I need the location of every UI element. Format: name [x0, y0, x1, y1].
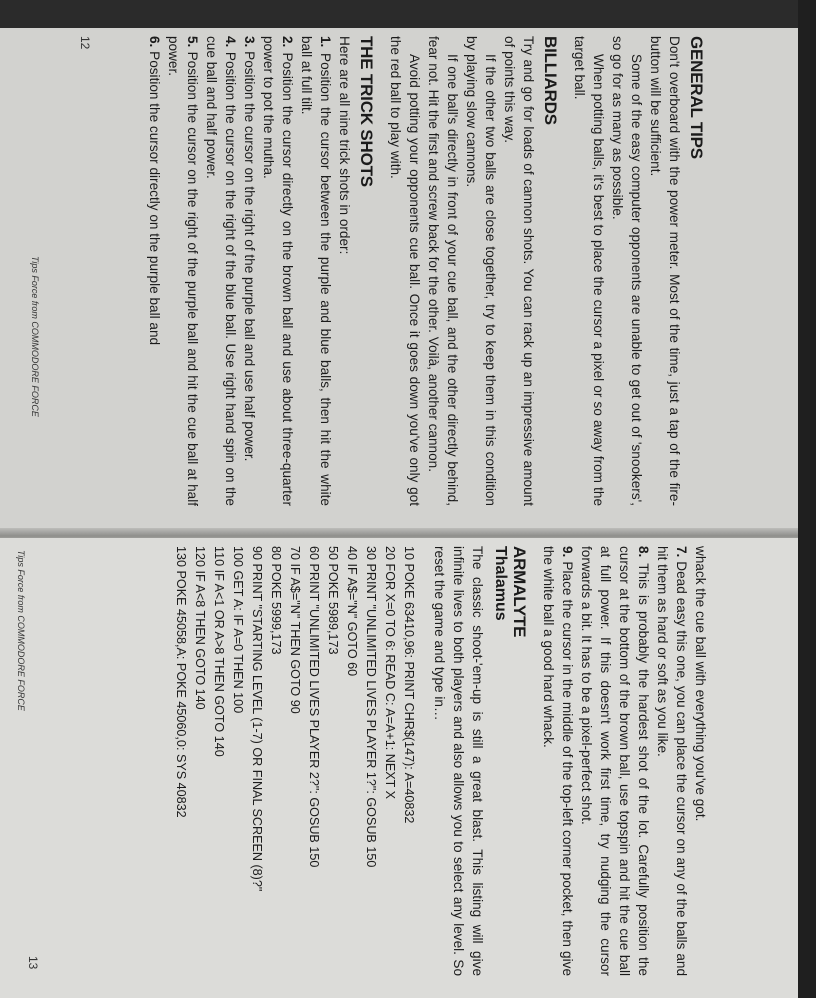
- trick-shot-item-2: [259, 36, 297, 506]
- trick-shot-text: Position the cursor directly on the purple ball and: [147, 51, 162, 346]
- trick-shot-text: Dead easy this one, you can place the cursor on any of the balls and hit them as hard or soft as you like.: [655, 546, 689, 977]
- code-line: 20 FOR X=0 TO 6: READ C: A=A+1: NEXT X: [383, 546, 397, 800]
- trick-shot-number: 3.: [242, 36, 257, 48]
- code-line: 120 IF A<8 THEN GOTO 140: [193, 546, 207, 710]
- page-12-content: [16, 36, 716, 528]
- trick-shot-number: 4.: [223, 36, 238, 48]
- billiards-para-2: If the other two balls are close together, try to keep them in this condition by playing slow cannons.: [464, 36, 498, 506]
- trick-shot-text: Position the cursor directly on the brown ball and use about three-quarter power to pot the mutha.: [261, 36, 295, 507]
- code-line: 90 PRINT "STARTING LEVEL (1-7) OR FINAL SCREEN (8)?": [250, 546, 264, 892]
- page-12-column: [145, 36, 716, 506]
- code-line: 110 IF A<1 OR A>8 THEN GOTO 140: [212, 546, 226, 757]
- trick-shot-item-4: [202, 36, 240, 506]
- scan-backdrop-right: [798, 0, 816, 998]
- page-12: [0, 28, 798, 536]
- page-13-column: [171, 546, 716, 976]
- trick-shot-item-6: [145, 36, 164, 506]
- code-line: 70 IF A$="N" THEN GOTO 90: [288, 546, 302, 714]
- page-13-footer: Tips Force from COMMODORE FORCE: [16, 550, 26, 711]
- trick-shot-text: Place the cursor in the middle of the top-left corner pocket, then give the white ball a good hard whack.: [541, 546, 575, 976]
- code-line: 100 GET A: IF A=0 THEN 100: [231, 546, 245, 714]
- billiards-heading: BILLIARDS: [541, 36, 560, 125]
- trick-shot-text: Position the cursor on the right of the purple ball and use half power.: [242, 51, 257, 462]
- page-13: [0, 538, 798, 998]
- billiards-para-4: Avoid potting your opponents cue ball. Once it goes down you've only got the red ball to play with.: [388, 36, 422, 506]
- billiards-para-1: Try and go for loads of cannon shots. You can rack up an impressive amount of points this way.: [502, 36, 536, 506]
- trick-shot-item-7: [653, 546, 691, 976]
- general-tips-heading: GENERAL TIPS: [687, 36, 706, 159]
- trick-shot-text: Position the cursor on the right of the blue ball. Use right hand spin on the cue ball and half power.: [204, 36, 238, 506]
- trick-shot-text: This is probably the hardest shot of the lot. Carefully position the cursor at the bottom of the brown ball, use topspin and hit the cue ball at full power. If this doesn't work first time, try nudging the cursor forwards a bit. It has to be a pixel-perfect shot.: [579, 546, 651, 976]
- trick-shots-heading: THE TRICK SHOTS: [357, 36, 376, 187]
- trick-shot-item-9: [539, 546, 577, 976]
- code-line: 60 PRINT "UNLIMITED LIVES PLAYER 2?": GOSUB 150: [307, 546, 321, 868]
- trick-shot-item-8: [577, 546, 653, 976]
- trick-shot-number: 5.: [185, 36, 200, 48]
- trick-shot-item-5: [164, 36, 202, 506]
- trick-shot-item-3: [240, 36, 259, 506]
- general-tips-para-1: Don't overboard with the power meter. Most of the time, just a tap of the fire-button will be sufficient.: [648, 36, 682, 506]
- trick-shots-intro: Here are all nine trick shots in order:: [337, 36, 352, 255]
- trick-shot-number: 1.: [318, 36, 333, 48]
- general-tips-para-2: Some of the easy computer opponents are unable to get out of 'snookers', so go for as many as possible.: [610, 36, 644, 506]
- armalyte-publisher: Thalamus: [492, 546, 509, 621]
- basic-listing: [171, 546, 418, 976]
- page-number-13: 13: [26, 956, 40, 970]
- code-line: 30 PRINT "UNLIMITED LIVES PLAYER 1?": GOSUB 150: [364, 546, 378, 868]
- trick-shot-text: Position the cursor between the purple and blue balls, then hit the white ball at full tilt.: [299, 36, 333, 506]
- code-line: 10 POKE 63410,96: PRINT CHR$(147): A=40832: [402, 546, 416, 824]
- trick-shot-number: 2.: [280, 36, 295, 48]
- trick-shot-number: 9.: [560, 546, 575, 558]
- code-line: 50 POKE 5989,173: [326, 546, 340, 655]
- code-line: 80 POKE 5999,173: [269, 546, 283, 655]
- armalyte-paragraph: The classic shoot-'em-up is still a great blast. This listing will give infinite lives to both players and also allows you to select any level. So reset the game and type in…: [432, 546, 485, 976]
- billiards-para-3: If one ball's directly in front of your cue ball, and the other directly behind, fear not. Hit the first and screw back for the other. Voilà, another cannon.: [426, 36, 460, 506]
- page-12-footer: Tips Force from COMMODORE FORCE: [30, 256, 40, 417]
- page-13-content: [16, 546, 716, 990]
- trick-shot-number: 8.: [636, 546, 651, 558]
- armalyte-heading: ARMALYTE: [510, 546, 529, 638]
- trick-shot-6-continuation: whack the cue ball with everything you've got.: [693, 546, 708, 822]
- trick-shot-text: Position the cursor on the right of the purple ball and hit the cue ball at half power.: [166, 36, 200, 506]
- trick-shot-number: 6.: [147, 36, 162, 48]
- code-line: 40 IF A$="N" GOTO 60: [345, 546, 359, 677]
- trick-shot-number: 7.: [674, 546, 689, 558]
- code-line: 130 POKE 45058,A: POKE 45060,0: SYS 40832: [174, 546, 188, 818]
- general-tips-para-3: When potting balls, it's best to place the cursor a pixel or so away from the target ball.: [572, 36, 606, 506]
- trick-shot-item-1: [297, 36, 335, 506]
- page-number-12: 12: [78, 36, 92, 50]
